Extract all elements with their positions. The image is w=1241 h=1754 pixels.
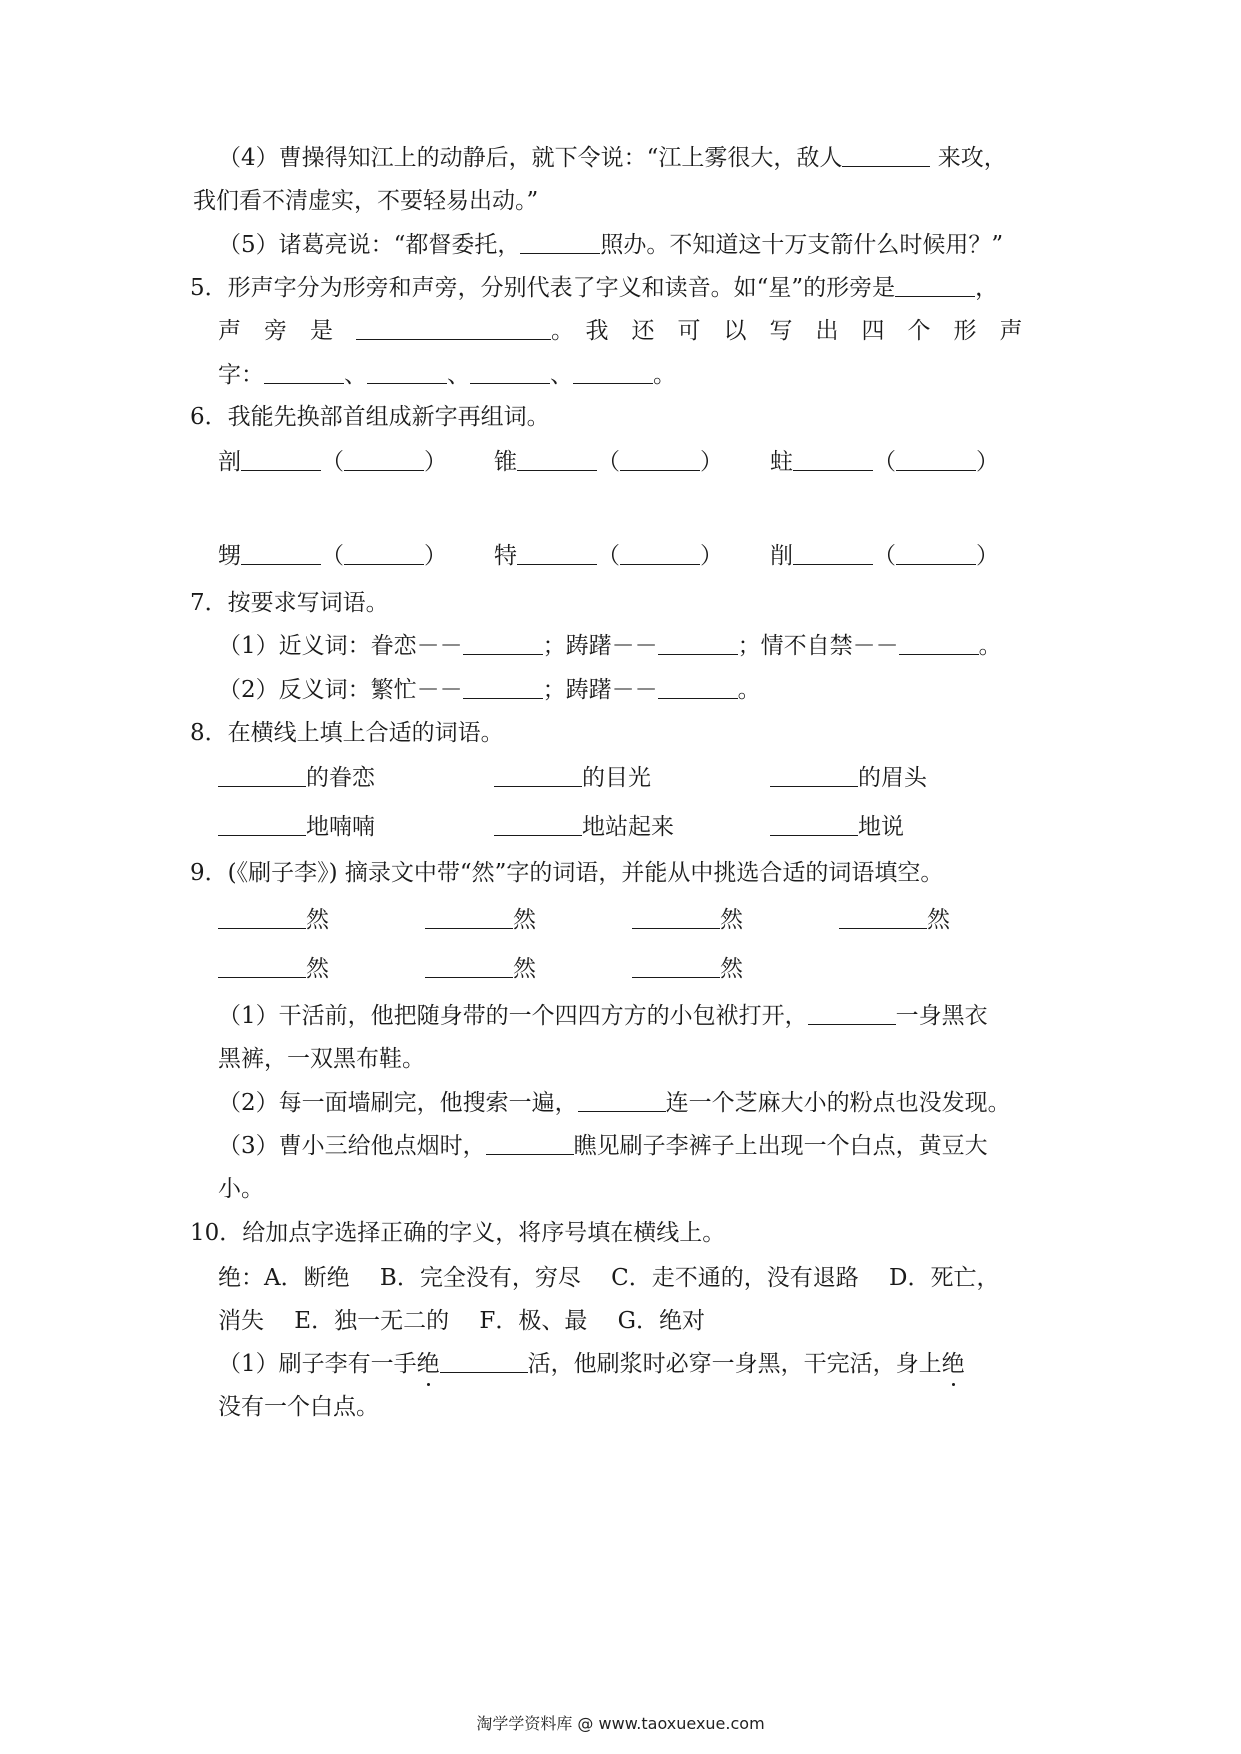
answer-blank[interactable]	[632, 953, 720, 978]
q6-title: 6．我能先换部首组成新字再组词。	[190, 404, 550, 430]
answer-blank[interactable]	[899, 630, 979, 655]
answer-blank[interactable]	[218, 762, 306, 787]
q8-item: 的眷恋	[218, 762, 375, 794]
dotted-char: 绝	[417, 1348, 440, 1380]
q10-sentence-1-cont: 没有一个白点。	[218, 1394, 379, 1420]
q8-item: 的目光	[494, 762, 651, 794]
q8-item: 地说	[770, 811, 904, 843]
q8-item: 地喃喃	[218, 811, 375, 843]
answer-blank[interactable]	[463, 674, 543, 699]
q5-line-1: 5．形声字分为形旁和声旁，分别代表了字义和读音。如“星”的形旁是 ，	[190, 272, 998, 304]
q9-ran-item: 然	[839, 904, 950, 936]
answer-blank[interactable]	[241, 446, 321, 471]
answer-blank[interactable]	[578, 1087, 666, 1112]
q9-ran-item: 然	[425, 953, 536, 985]
answer-blank[interactable]	[770, 762, 858, 787]
q10-options-1: 绝：A．断绝 B．完全没有，穷尽 C．走不通的，没有退路 D．死亡，	[218, 1265, 1000, 1291]
q8-title: 8．在横线上填上合适的词语。	[190, 720, 504, 746]
q10-title: 10．给加点字选择正确的字义，将序号填在横线上。	[190, 1220, 726, 1246]
answer-blank[interactable]	[486, 1130, 574, 1155]
q6-item: 剖 （ ）	[218, 446, 447, 478]
answer-blank[interactable]	[494, 811, 582, 836]
q8-item: 地站起来	[494, 811, 674, 843]
q9-ran-item: 然	[425, 904, 536, 936]
answer-blank[interactable]	[218, 811, 306, 836]
q4-sentence-4: （4）曹操得知江上的动静后，就下令说：“江上雾很大，敌人 来攻，	[218, 142, 1007, 174]
answer-blank[interactable]	[425, 953, 513, 978]
answer-blank[interactable]	[842, 142, 930, 167]
answer-blank[interactable]	[839, 904, 927, 929]
answer-blank[interactable]	[658, 630, 738, 655]
answer-blank[interactable]	[425, 904, 513, 929]
answer-blank[interactable]	[463, 630, 543, 655]
q6-item: 甥 （ ）	[218, 540, 447, 572]
q9-sentence-3-cont: 小。	[218, 1176, 264, 1202]
q6-item: 蛀 （ ）	[770, 446, 999, 478]
answer-blank[interactable]	[218, 953, 306, 978]
q9-ran-item: 然	[218, 904, 329, 936]
answer-blank[interactable]	[356, 315, 551, 340]
q9-sentence-1-cont: 黑裤，一双黑布鞋。	[218, 1046, 425, 1072]
q9-title: 9．(《刷子李》) 摘录文中带“然”字的词语，并能从中挑选合适的词语填空。	[190, 860, 944, 886]
q6-item: 锥 （ ）	[494, 446, 723, 478]
answer-blank[interactable]	[470, 359, 550, 384]
dotted-char: 绝	[942, 1348, 965, 1380]
q8-item: 的眉头	[770, 762, 927, 794]
answer-blank[interactable]	[808, 1000, 896, 1025]
q6-item: 特 （ ）	[494, 540, 723, 572]
q9-sentence-2: （2）每一面墙刷完，他搜索一遍， 连一个芝麻大小的粉点也没发现。	[218, 1087, 1011, 1119]
q5-line-3: 字： 、 、 、 。	[218, 359, 676, 391]
answer-blank[interactable]	[793, 446, 873, 471]
answer-blank[interactable]	[264, 359, 344, 384]
answer-blank[interactable]	[632, 904, 720, 929]
answer-blank[interactable]	[620, 540, 700, 565]
answer-blank[interactable]	[573, 359, 653, 384]
answer-blank[interactable]	[494, 762, 582, 787]
answer-blank[interactable]	[367, 359, 447, 384]
page-footer: 淘学学资料库 @ www.taoxuexue.com	[476, 1714, 765, 1733]
answer-blank[interactable]	[241, 540, 321, 565]
answer-blank[interactable]	[896, 446, 976, 471]
answer-blank[interactable]	[658, 674, 738, 699]
q10-options-2: 消失 E．独一无二的 F．极、最 G．绝对	[218, 1308, 706, 1334]
q4-sentence-4-cont: 我们看不清虚实，不要轻易出动。”	[193, 188, 539, 214]
answer-blank[interactable]	[896, 540, 976, 565]
answer-blank[interactable]	[440, 1348, 528, 1373]
q7-line-2: （2）反义词：繁忙－－ ；踌躇－－ 。	[218, 674, 761, 706]
answer-blank[interactable]	[895, 272, 975, 297]
answer-blank[interactable]	[218, 904, 306, 929]
q9-sentence-1: （1）干活前，他把随身带的一个四四方方的小包袱打开， 一身黑衣	[218, 1000, 988, 1032]
q4-sentence-5: （5）诸葛亮说：“都督委托， 照办。不知道这十万支箭什么时候用？”	[218, 229, 1003, 261]
q10-sentence-1: （1）刷子李有一手绝 活，他刷浆时必穿一身黑，干完活，身上绝	[218, 1348, 965, 1380]
answer-blank[interactable]	[620, 446, 700, 471]
answer-blank[interactable]	[520, 229, 600, 254]
q6-item: 削 （ ）	[770, 540, 999, 572]
q9-sentence-3: （3）曹小三给他点烟时， 瞧见刷子李裤子上出现一个白点，黄豆大	[218, 1130, 988, 1162]
answer-blank[interactable]	[517, 446, 597, 471]
answer-blank[interactable]	[344, 446, 424, 471]
q5-line-2: 声 旁 是 。 我 还 可 以 写 出 四 个 形 声	[218, 315, 1023, 347]
q9-ran-item: 然	[632, 904, 743, 936]
answer-blank[interactable]	[344, 540, 424, 565]
q9-ran-item: 然	[632, 953, 743, 985]
q7-title: 7．按要求写词语。	[190, 590, 389, 616]
q7-line-1: （1）近义词：眷恋－－ ；踌躇－－ ；情不自禁－－ 。	[218, 630, 1002, 662]
answer-blank[interactable]	[517, 540, 597, 565]
answer-blank[interactable]	[770, 811, 858, 836]
q9-ran-item: 然	[218, 953, 329, 985]
answer-blank[interactable]	[793, 540, 873, 565]
